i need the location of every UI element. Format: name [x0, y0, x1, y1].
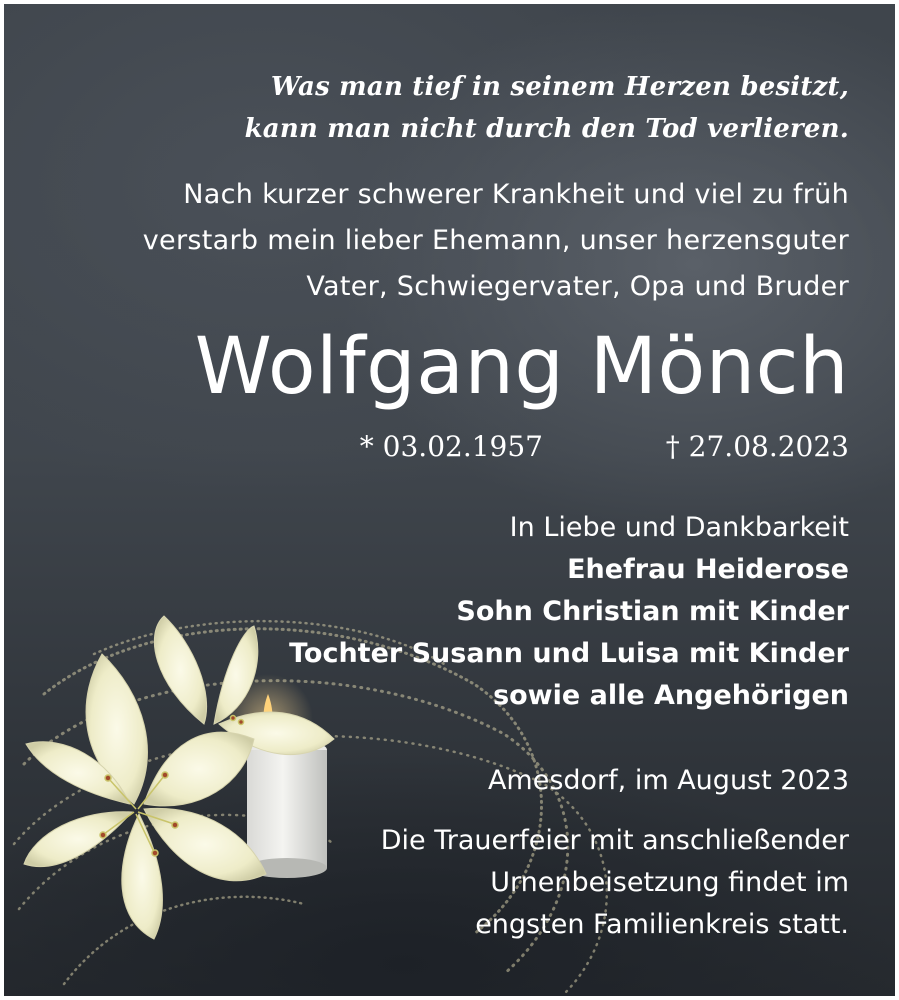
death-date: † 27.08.2023	[665, 430, 849, 463]
mourner-name: Ehefrau Heiderose	[567, 554, 849, 585]
funeral-note-line: Die Trauerfeier mit anschließender	[380, 825, 849, 856]
obituary-card	[4, 4, 895, 996]
funeral-note	[381, 820, 849, 946]
birth-date: * 03.02.1957	[359, 430, 543, 463]
mourner-name: Sohn Christian mit Kinder	[456, 596, 849, 627]
funeral-note-line: engsten Familienkreis statt.	[475, 909, 849, 940]
memorial-quote	[245, 66, 849, 150]
mourner-name: sowie alle Angehörigen	[493, 680, 849, 711]
announcement-line: verstarb mein lieber Ehemann, unser herzensguter	[142, 225, 849, 256]
mourners-lead: In Liebe und Dankbarkeit	[509, 512, 849, 543]
mourner-name: Tochter Susann und Luisa mit Kinder	[289, 638, 849, 669]
funeral-note-line: Urnenbeisetzung findet im	[490, 867, 849, 898]
death-announcement	[143, 172, 849, 310]
quote-line: kann man nicht durch den Tod verlieren.	[244, 114, 849, 144]
quote-line: Was man tief in seinem Herzen besitzt,	[270, 72, 849, 102]
mourners-block	[289, 507, 849, 717]
announcement-line: Vater, Schwiegervater, Opa und Bruder	[306, 271, 849, 302]
announcement-line: Nach kurzer schwerer Krankheit und viel zu früh	[183, 179, 849, 210]
deceased-name: Wolfgang Mönch	[194, 322, 849, 412]
place-date: Amesdorf, im August 2023	[487, 765, 849, 796]
